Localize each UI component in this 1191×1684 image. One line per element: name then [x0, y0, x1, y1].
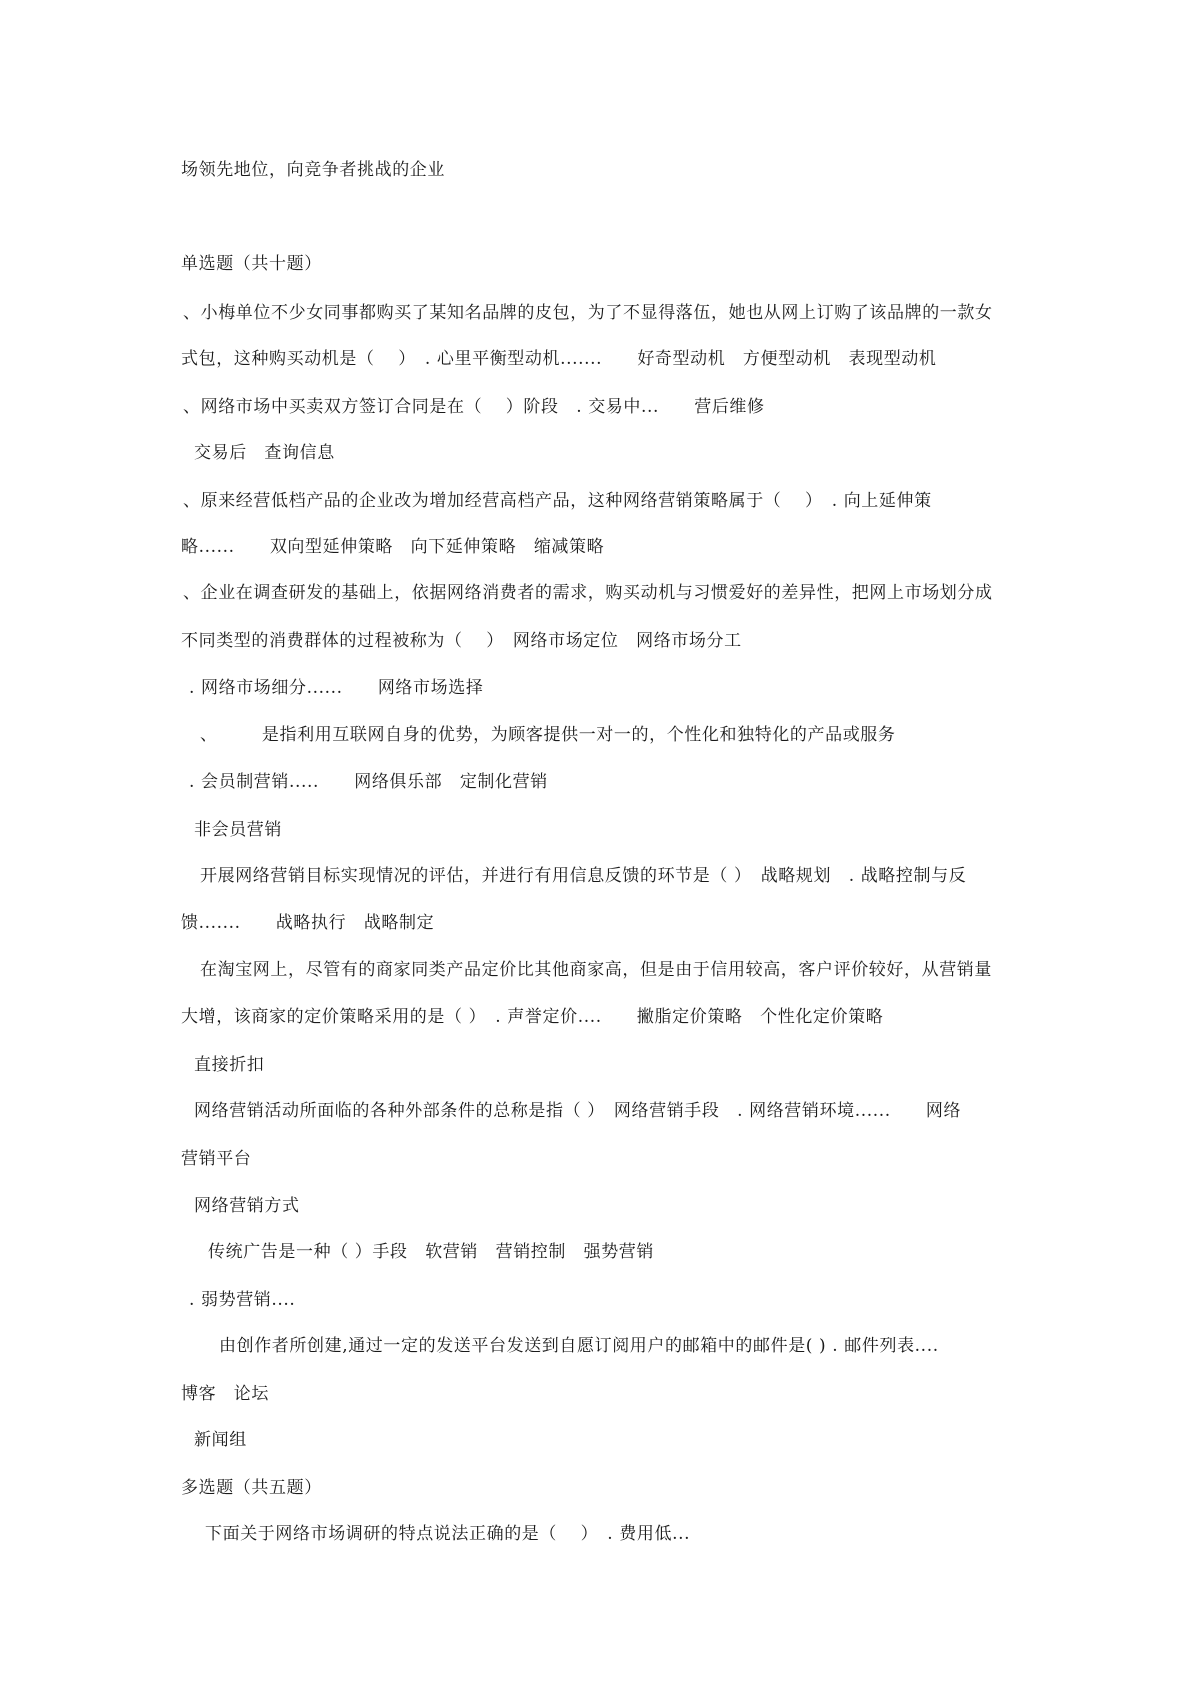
question-1-line-2: 式包，这种购买动机是（ ） . 心里平衡型动机....... 好奇型动机 方便型动机 表现型动机: [181, 349, 937, 369]
question-9-line-1: 传统广告是一种（ ）手段 软营销 营销控制 强势营销: [208, 1242, 655, 1262]
question-7-line-1: 在淘宝网上，尽管有的商家同类产品定价比其他商家高，但是由于信用较高，客户评价较好，从营销量: [200, 960, 992, 980]
question-4-options: . 网络市场细分...... 网络市场选择: [189, 678, 484, 698]
question-7-options: 直接折扣: [194, 1055, 265, 1075]
question-10-line-1: 由创作者所创建,通过一定的发送平台发送到自愿订阅用户的邮箱中的邮件是( ) . 邮件列表....: [219, 1336, 939, 1356]
question-10-options-2: 新闻组: [194, 1430, 247, 1450]
question-5-line-1: 、 是指利用互联网自身的优势，为顾客提供一对一的，个性化和独特化的产品或服务: [200, 725, 896, 745]
question-8-options: 网络营销方式: [194, 1196, 300, 1216]
question-4-line-2: 不同类型的消费群体的过程被称为（ ） 网络市场定位 网络市场分工: [181, 631, 742, 651]
question-3-line-1: 、原来经营低档产品的企业改为增加经营高档产品，这种网络营销策略属于（ ） . 向上延伸策: [183, 491, 932, 511]
section-heading-single-choice: 单选题（共十题）: [181, 254, 322, 274]
question-2-line-1: 、网络市场中买卖双方签订合同是在（ ）阶段 . 交易中... 营后维修: [183, 397, 765, 417]
question-6-line-1: 开展网络营销目标实现情况的评估，并进行有用信息反馈的环节是（ ） 战略规划 . 战略控制与反: [200, 866, 967, 886]
question-2-options: 交易后 查询信息: [194, 443, 335, 463]
question-4-line-1: 、企业在调查研发的基础上，依据网络消费者的需求，购买动机与习惯爱好的差异性，把网上市场划分成: [183, 583, 993, 603]
question-6-line-2: 馈....... 战略执行 战略制定: [181, 913, 435, 933]
multi-question-1-line-1: 下面关于网络市场调研的特点说法正确的是（ ） . 费用低...: [205, 1524, 691, 1544]
question-10-options-1: 博客 论坛: [181, 1384, 269, 1404]
question-3-line-2: 略...... 双向型延伸策略 向下延伸策略 缩减策略: [181, 537, 605, 557]
question-1-line-1: 、小梅单位不少女同事都购买了某知名品牌的皮包，为了不显得落伍，她也从网上订购了该品牌的一款女: [183, 303, 993, 323]
section-heading-multiple-choice: 多选题（共五题）: [181, 1478, 322, 1498]
question-8-line-1: 网络营销活动所面临的各种外部条件的总称是指（ ） 网络营销手段 . 网络营销环境...... 网络: [194, 1101, 962, 1121]
question-5-options-1: . 会员制营销..... 网络俱乐部 定制化营销: [189, 772, 548, 792]
question-5-options-2: 非会员营销: [194, 820, 282, 840]
question-8-line-2: 营销平台: [181, 1149, 252, 1169]
text-line-previous-answer: 场领先地位，向竞争者挑战的企业: [181, 160, 445, 180]
question-7-line-2: 大增，该商家的定价策略采用的是（ ） . 声誉定价.... 撇脂定价策略 个性化定价策略: [181, 1007, 884, 1027]
question-9-options: . 弱势营销....: [189, 1290, 296, 1310]
